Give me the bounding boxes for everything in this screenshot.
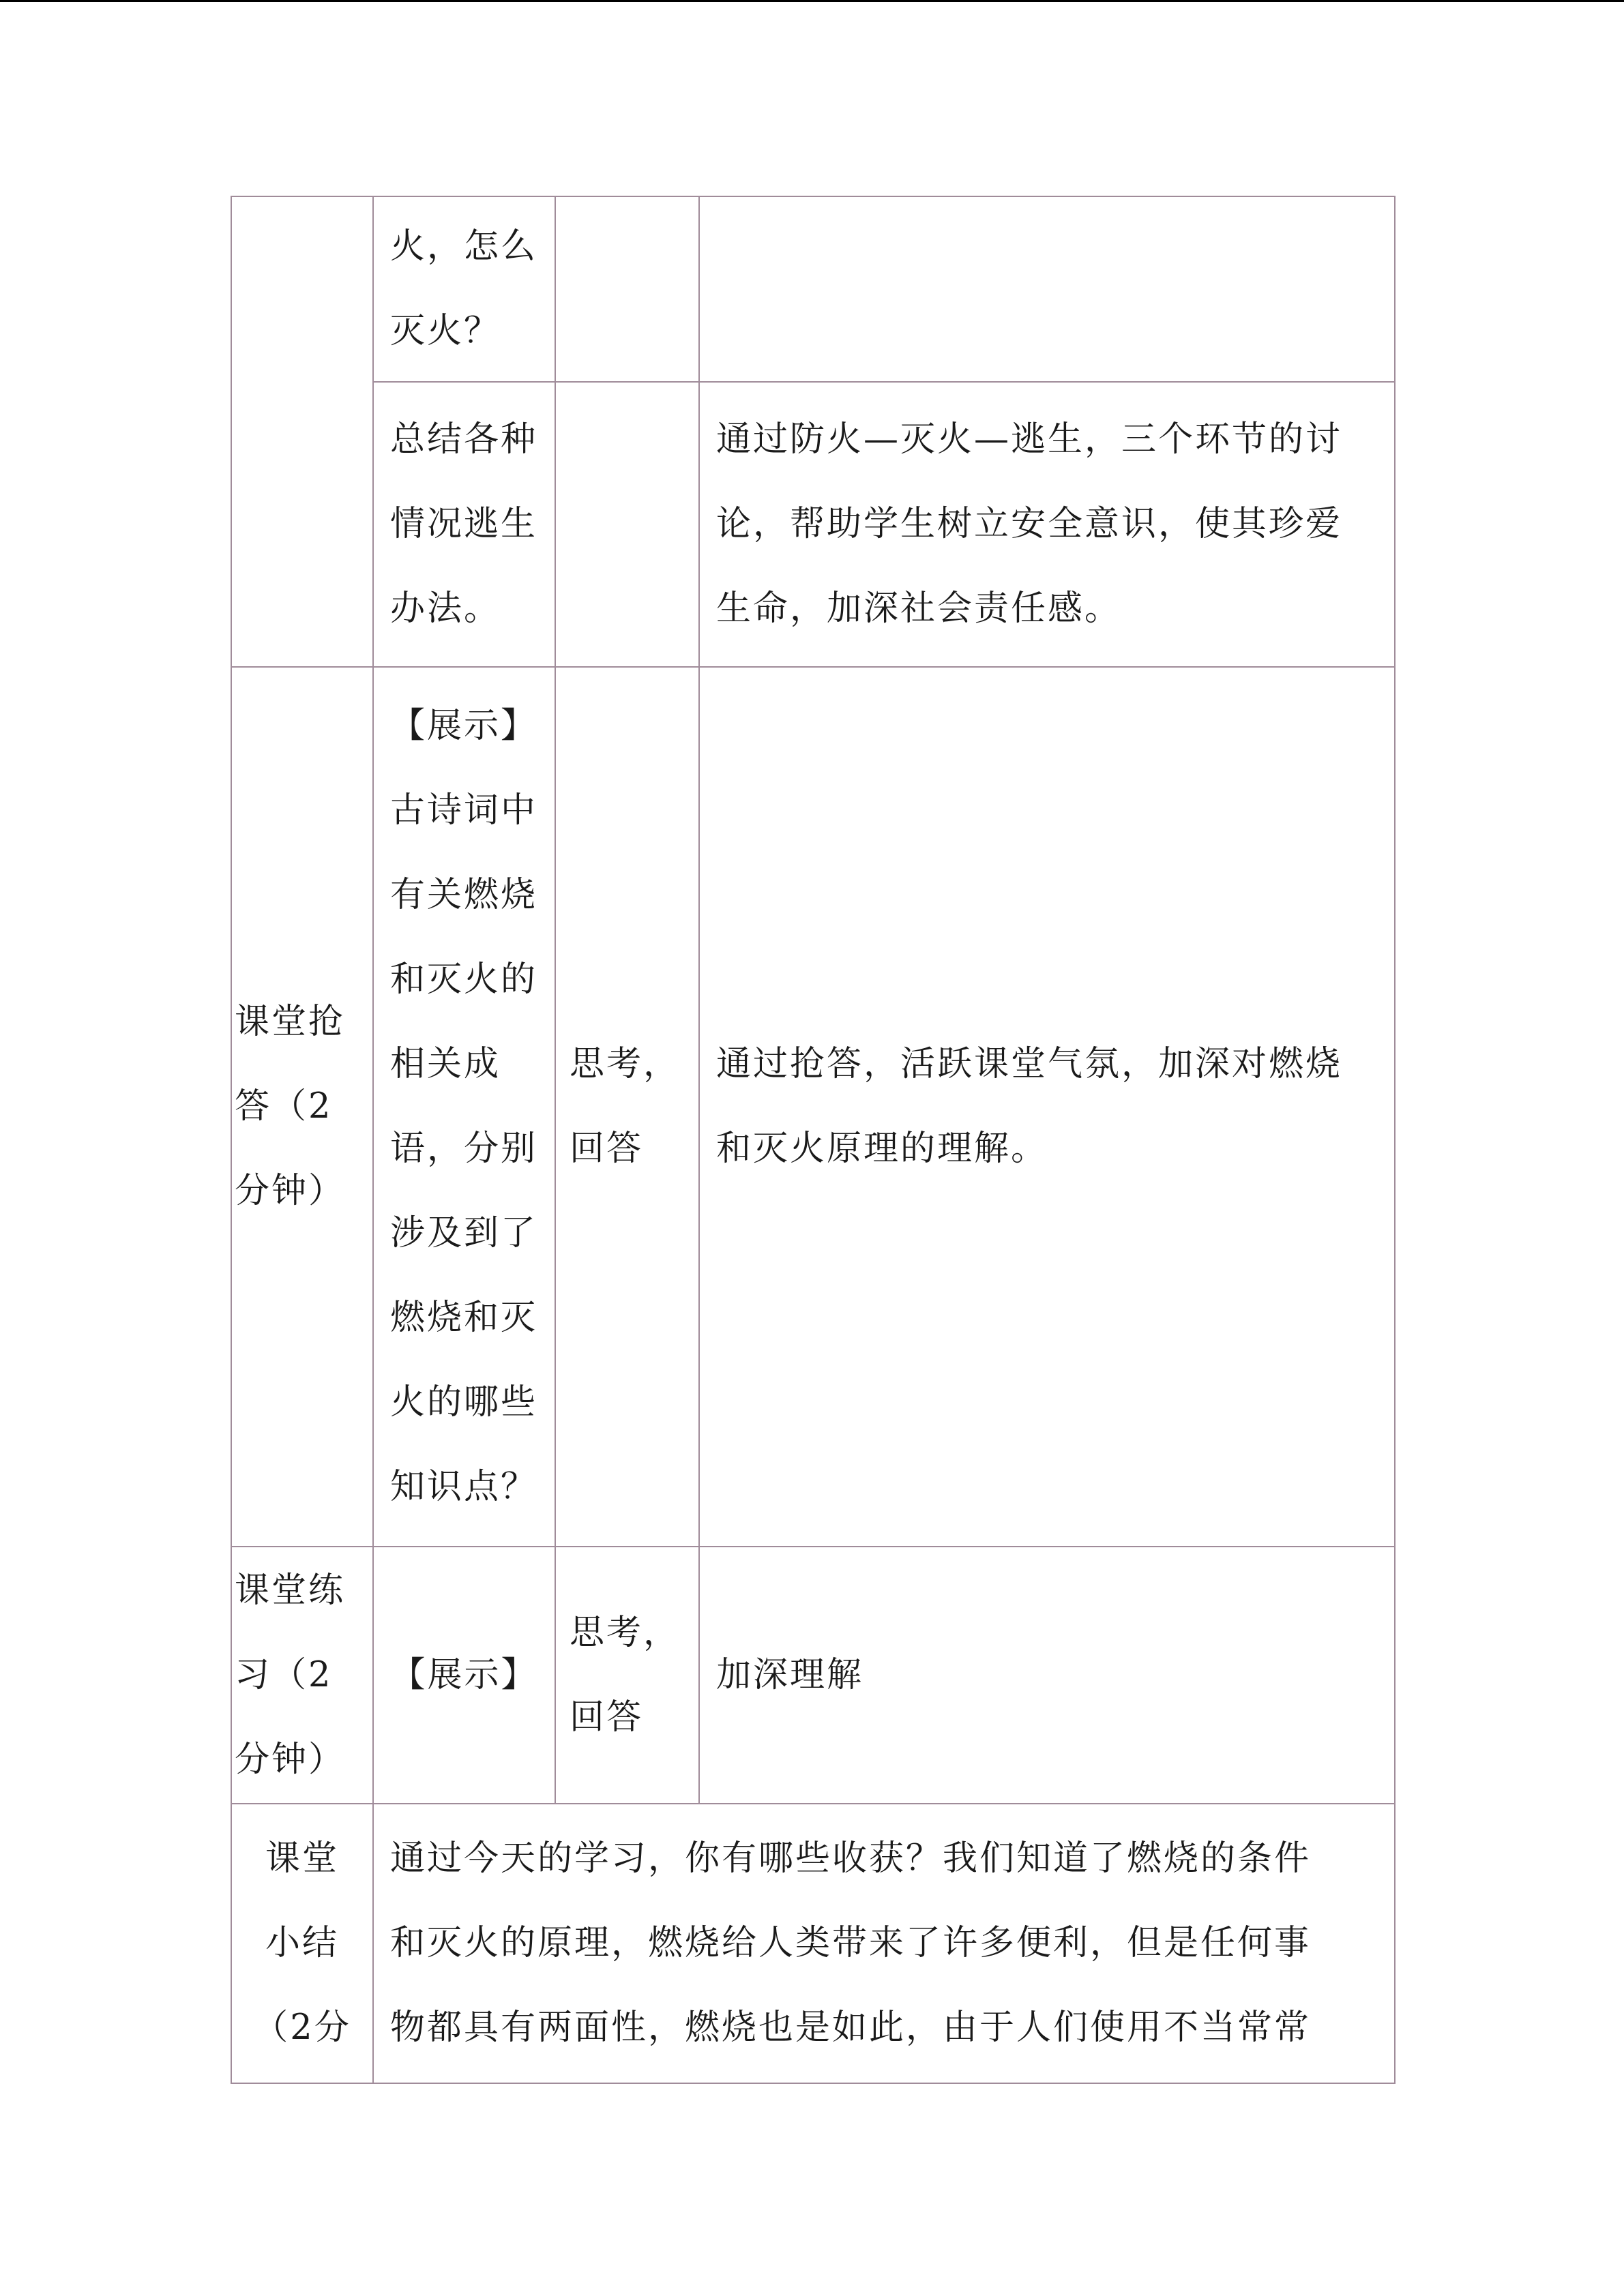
page-top-rule bbox=[0, 0, 1624, 2]
table-row bbox=[231, 667, 1395, 1547]
text-line: 生命，加深社会责任感。 bbox=[716, 588, 1122, 629]
text-line: 习（2 bbox=[235, 1654, 333, 1695]
text-line: 和灭火原理的理解。 bbox=[716, 1129, 1048, 1169]
text-line: 课堂抢 bbox=[235, 1002, 346, 1042]
text-line: 知识点？ bbox=[390, 1467, 538, 1507]
text-line: 【展示】 bbox=[390, 706, 538, 746]
text-line: 通过抢答，活跃课堂气氛，加深对燃烧 bbox=[716, 1044, 1343, 1084]
text-line: 有关燃烧 bbox=[390, 875, 538, 915]
text-line: 火的哪些 bbox=[390, 1382, 538, 1422]
student-activity-cell bbox=[555, 382, 699, 667]
text-line: 答（2 bbox=[235, 1086, 333, 1127]
text-line: 相关成 bbox=[390, 1044, 501, 1084]
design-purpose-cell bbox=[699, 196, 1395, 382]
text-line: 通过今天的学习，你有哪些收获？我们知道了燃烧的条件 bbox=[390, 1838, 1312, 1879]
text-line: 加深理解 bbox=[716, 1654, 864, 1695]
section-cell bbox=[231, 667, 373, 1547]
text-line: 情况逃生 bbox=[390, 504, 538, 544]
section-cell bbox=[231, 1547, 373, 1804]
text-line: 课堂 bbox=[265, 1838, 339, 1879]
design-purpose-cell bbox=[699, 1547, 1395, 1804]
text-line: （2分 bbox=[253, 2008, 351, 2048]
text-line: 燃烧和灭 bbox=[390, 1298, 538, 1338]
table-row bbox=[231, 196, 1395, 382]
text-line: 论，帮助学生树立安全意识，使其珍爱 bbox=[716, 504, 1343, 544]
text-line: 物都具有两面性，燃烧也是如此，由于人们使用不当常常 bbox=[390, 2008, 1312, 2048]
teacher-activity-cell bbox=[373, 1547, 555, 1804]
student-activity-cell bbox=[555, 196, 699, 382]
text-line: 总结各种 bbox=[390, 419, 538, 460]
text-line: 回答 bbox=[570, 1697, 644, 1738]
teacher-activity-cell bbox=[373, 382, 555, 667]
table-row bbox=[231, 1547, 1395, 1804]
text-line: 涉及到了 bbox=[390, 1213, 538, 1253]
summary-cell bbox=[373, 1804, 1395, 2083]
design-purpose-cell bbox=[699, 667, 1395, 1547]
lesson-plan-table bbox=[231, 196, 1396, 2084]
text-line: 办法。 bbox=[390, 588, 501, 629]
text-line: 火，怎么 bbox=[390, 226, 538, 267]
table-row bbox=[231, 382, 1395, 667]
text-line: 灭火？ bbox=[390, 311, 501, 351]
text-line: 和灭火的 bbox=[390, 959, 538, 1000]
text-line: 语，分别 bbox=[390, 1129, 538, 1169]
student-activity-cell bbox=[555, 1547, 699, 1804]
table-row bbox=[231, 1804, 1395, 2083]
design-purpose-cell bbox=[699, 382, 1395, 667]
text-line: 思考， bbox=[570, 1044, 681, 1084]
text-line: 小结 bbox=[265, 1923, 339, 1963]
text-line: 和灭火的原理，燃烧给人类带来了许多便利，但是任何事 bbox=[390, 1923, 1312, 1963]
text-line: 古诗词中 bbox=[390, 790, 538, 831]
text-line: 回答 bbox=[570, 1129, 644, 1169]
section-cell bbox=[231, 1804, 373, 2083]
section-cell bbox=[231, 196, 373, 667]
teacher-activity-cell bbox=[373, 196, 555, 382]
text-line: 思考， bbox=[570, 1612, 681, 1653]
text-line: 课堂练 bbox=[235, 1570, 346, 1611]
student-activity-cell bbox=[555, 667, 699, 1547]
teacher-activity-cell bbox=[373, 667, 555, 1547]
text-line: 【展示】 bbox=[390, 1654, 538, 1695]
text-line: 通过防火—灭火—逃生，三个环节的讨 bbox=[716, 419, 1343, 460]
text-line: 分钟） bbox=[235, 1171, 346, 1211]
text-line: 分钟） bbox=[235, 1739, 346, 1780]
